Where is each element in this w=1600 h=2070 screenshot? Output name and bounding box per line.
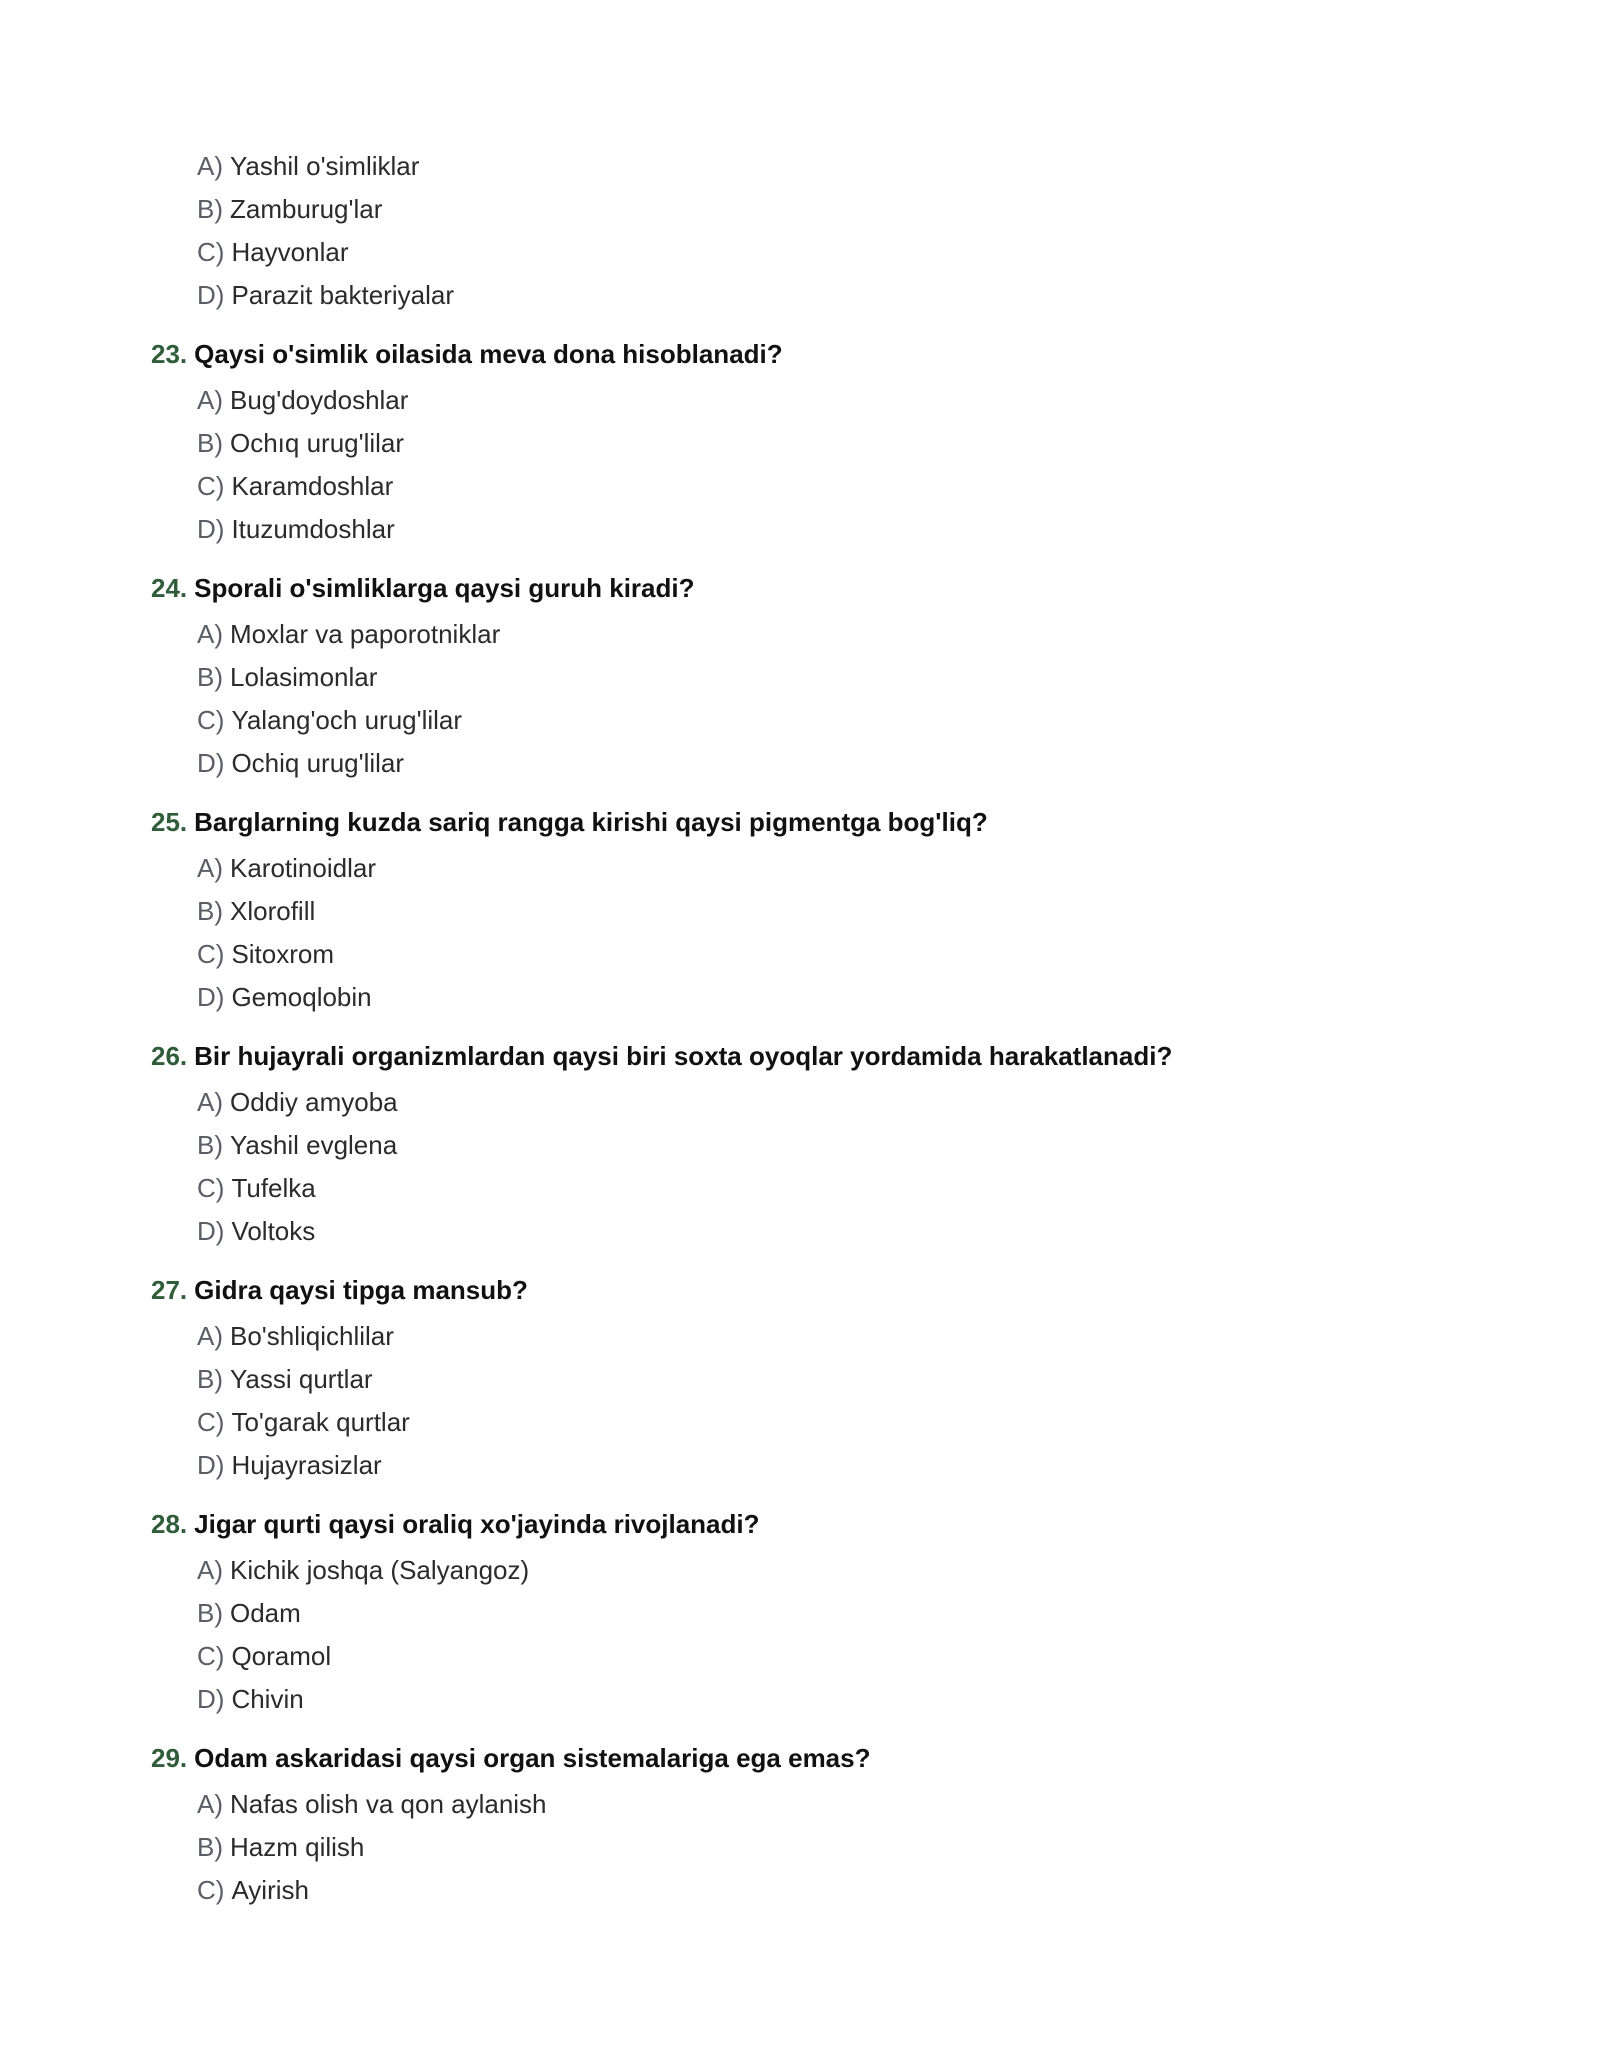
answer-option	[197, 1167, 1451, 1210]
option-text: Gemoqlobin	[231, 982, 372, 1012]
option-text: Yashil o'simliklar	[230, 151, 420, 181]
question-heading	[151, 1734, 1451, 1782]
question-heading	[151, 330, 1451, 378]
question-number: 26.	[151, 1041, 188, 1071]
option-text: Kichik joshqa (Salyangoz)	[230, 1555, 530, 1585]
answer-option	[197, 145, 1451, 188]
option-letter: C)	[197, 1875, 225, 1905]
question-heading	[151, 1032, 1451, 1080]
option-text: Zamburug'lar	[230, 194, 383, 224]
option-letter: B)	[197, 1598, 223, 1628]
question-text: Qaysi o'simlik oilasida meva dona hisoblanadi?	[194, 339, 783, 369]
option-text: Ayirish	[231, 1875, 309, 1905]
question-number: 27.	[151, 1275, 188, 1305]
answer-option	[197, 890, 1451, 933]
option-letter: A)	[197, 1087, 223, 1117]
option-letter: B)	[197, 1130, 223, 1160]
answer-option	[197, 933, 1451, 976]
option-letter: A)	[197, 1321, 223, 1351]
option-text: Qoramol	[231, 1641, 332, 1671]
option-text: Odam	[230, 1598, 301, 1628]
question-text: Sporali o'simliklarga qaysi guruh kiradi?	[194, 573, 695, 603]
option-text: Hazm qilish	[230, 1832, 365, 1862]
option-letter: A)	[197, 619, 223, 649]
option-text: Ochıq urug'lilar	[230, 428, 405, 458]
answer-option	[197, 1401, 1451, 1444]
option-letter: D)	[197, 1216, 225, 1246]
option-letter: A)	[197, 853, 223, 883]
question-heading	[151, 1266, 1451, 1314]
answer-option	[197, 231, 1451, 274]
option-letter: B)	[197, 662, 223, 692]
option-letter: D)	[197, 280, 225, 310]
answer-option	[197, 976, 1451, 1019]
option-text: Karamdoshlar	[231, 471, 394, 501]
option-letter: B)	[197, 428, 223, 458]
answer-option	[197, 847, 1451, 890]
answer-option	[197, 1592, 1451, 1635]
answer-option	[197, 1358, 1451, 1401]
quiz-content	[151, 145, 1451, 1912]
option-letter: C)	[197, 1407, 225, 1437]
answer-option	[197, 1315, 1451, 1358]
option-text: Yalang'och urug'lilar	[231, 705, 463, 735]
answer-option	[197, 1869, 1451, 1912]
option-text: Bo'shliqichlilar	[230, 1321, 394, 1351]
question-text: Jigar qurti qaysi oraliq xo'jayinda rivojlanadi?	[194, 1509, 760, 1539]
question-number: 28.	[151, 1509, 188, 1539]
option-letter: B)	[197, 1832, 223, 1862]
option-text: Moxlar va paporotniklar	[230, 619, 501, 649]
question-number: 29.	[151, 1743, 188, 1773]
question-text: Bir hujayrali organizmlardan qaysi biri soxta oyoqlar yordamida harakatlanadi?	[194, 1041, 1173, 1071]
question-heading	[151, 798, 1451, 846]
answer-option	[197, 656, 1451, 699]
option-text: Xlorofill	[230, 896, 316, 926]
answer-option	[197, 188, 1451, 231]
option-letter: B)	[197, 194, 223, 224]
answer-option	[197, 1444, 1451, 1487]
option-text: Karotinoidlar	[230, 853, 376, 883]
option-text: Hayvonlar	[231, 237, 349, 267]
option-text: Chivin	[231, 1684, 304, 1714]
option-letter: B)	[197, 1364, 223, 1394]
option-letter: D)	[197, 1684, 225, 1714]
question-text: Barglarning kuzda sariq rangga kirishi qaysi pigmentga bog'liq?	[194, 807, 988, 837]
option-letter: C)	[197, 939, 225, 969]
option-letter: C)	[197, 471, 225, 501]
option-letter: A)	[197, 151, 223, 181]
question-text: Gidra qaysi tipga mansub?	[194, 1275, 528, 1305]
option-text: Hujayrasizlar	[231, 1450, 382, 1480]
answer-option	[197, 379, 1451, 422]
option-text: Bug'doydoshlar	[230, 385, 409, 415]
answer-option	[197, 742, 1451, 785]
question-heading	[151, 1500, 1451, 1548]
option-text: Yassi qurtlar	[230, 1364, 373, 1394]
option-text: Nafas olish va qon aylanish	[230, 1789, 547, 1819]
option-text: Ochiq urug'lilar	[231, 748, 405, 778]
option-letter: D)	[197, 514, 225, 544]
option-text: Parazit bakteriyalar	[231, 280, 454, 310]
answer-option	[197, 1081, 1451, 1124]
option-letter: C)	[197, 705, 225, 735]
answer-option	[197, 613, 1451, 656]
option-letter: D)	[197, 748, 225, 778]
answer-option	[197, 508, 1451, 551]
question-number: 24.	[151, 573, 188, 603]
answer-option	[197, 465, 1451, 508]
answer-option	[197, 1124, 1451, 1167]
answer-option	[197, 1678, 1451, 1721]
option-text: To'garak qurtlar	[231, 1407, 410, 1437]
question-heading	[151, 564, 1451, 612]
answer-option	[197, 699, 1451, 742]
option-letter: C)	[197, 1641, 225, 1671]
option-text: Voltoks	[231, 1216, 316, 1246]
answer-option	[197, 1210, 1451, 1253]
question-number: 23.	[151, 339, 188, 369]
option-text: Sitoxrom	[231, 939, 335, 969]
answer-option	[197, 422, 1451, 465]
option-letter: A)	[197, 1789, 223, 1819]
option-letter: C)	[197, 237, 225, 267]
option-text: Yashil evglena	[230, 1130, 398, 1160]
answer-option	[197, 274, 1451, 317]
option-letter: D)	[197, 1450, 225, 1480]
option-letter: D)	[197, 982, 225, 1012]
option-letter: C)	[197, 1173, 225, 1203]
option-letter: B)	[197, 896, 223, 926]
question-text: Odam askaridasi qaysi organ sistemalariga ega emas?	[194, 1743, 871, 1773]
option-letter: A)	[197, 385, 223, 415]
answer-option	[197, 1783, 1451, 1826]
option-text: Lolasimonlar	[230, 662, 378, 692]
option-letter: A)	[197, 1555, 223, 1585]
answer-option	[197, 1826, 1451, 1869]
question-number: 25.	[151, 807, 188, 837]
option-text: Ituzumdoshlar	[231, 514, 395, 544]
answer-option	[197, 1549, 1451, 1592]
answer-option	[197, 1635, 1451, 1678]
option-text: Tufelka	[231, 1173, 316, 1203]
option-text: Oddiy amyoba	[230, 1087, 398, 1117]
